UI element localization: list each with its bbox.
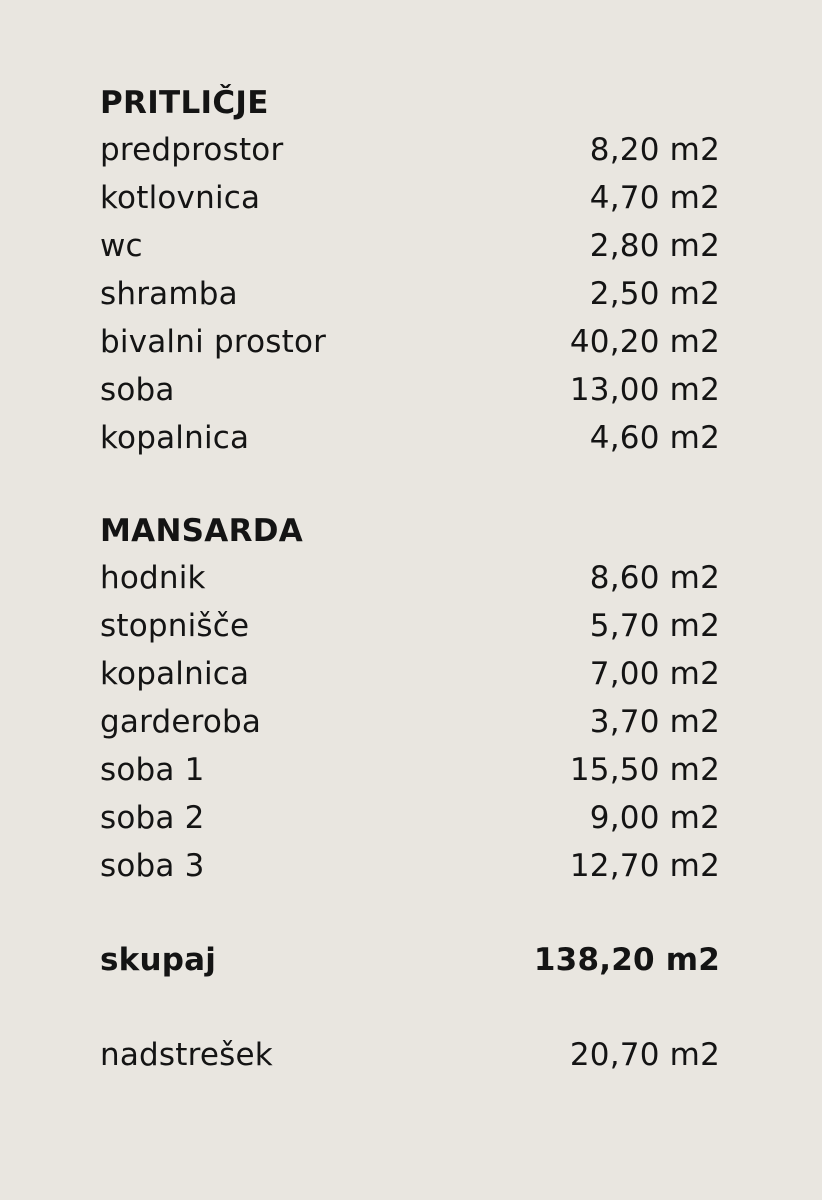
room-name: soba 2 <box>100 800 205 836</box>
room-area: 4,60 m2 <box>589 420 720 456</box>
extra-area: 20,70 m2 <box>569 1037 720 1073</box>
area-row <box>100 746 720 794</box>
room-area: 8,60 m2 <box>589 560 720 596</box>
room-area: 3,70 m2 <box>589 704 720 740</box>
room-area: 2,50 m2 <box>589 276 720 312</box>
area-row <box>100 554 720 602</box>
section-spacer <box>100 462 720 508</box>
room-area: 40,20 m2 <box>569 324 720 360</box>
room-name: hodnik <box>100 560 206 596</box>
section-title-pritlicje: PRITLIČJE <box>100 85 269 121</box>
area-row <box>100 414 720 462</box>
room-area: 8,20 m2 <box>589 132 720 168</box>
room-area: 13,00 m2 <box>569 372 720 408</box>
total-row <box>100 936 720 984</box>
area-row <box>100 222 720 270</box>
area-row <box>100 602 720 650</box>
room-name: stopnišče <box>100 608 250 644</box>
room-name: garderoba <box>100 704 262 740</box>
area-table <box>100 80 720 1079</box>
area-row <box>100 126 720 174</box>
area-row <box>100 366 720 414</box>
area-row <box>100 842 720 890</box>
room-name: wc <box>100 228 143 264</box>
room-name: kopalnica <box>100 656 250 692</box>
area-row <box>100 698 720 746</box>
room-name: kopalnica <box>100 420 250 456</box>
room-area: 15,50 m2 <box>569 752 720 788</box>
section-title-mansarda: MANSARDA <box>100 513 304 549</box>
total-area: 138,20 m2 <box>533 942 720 978</box>
total-label: skupaj <box>100 942 217 978</box>
room-name: predprostor <box>100 132 284 168</box>
section-spacer <box>100 984 720 1031</box>
room-name: soba 3 <box>100 848 205 884</box>
room-area: 7,00 m2 <box>589 656 720 692</box>
area-row <box>100 174 720 222</box>
room-area: 2,80 m2 <box>589 228 720 264</box>
room-name: soba <box>100 372 175 408</box>
area-row <box>100 794 720 842</box>
room-area: 4,70 m2 <box>589 180 720 216</box>
room-name: shramba <box>100 276 238 312</box>
area-row <box>100 270 720 318</box>
room-area: 5,70 m2 <box>589 608 720 644</box>
room-area: 12,70 m2 <box>569 848 720 884</box>
room-name: kotlovnica <box>100 180 261 216</box>
room-name: bivalni prostor <box>100 324 327 360</box>
area-row <box>100 650 720 698</box>
area-row <box>100 318 720 366</box>
extra-label: nadstrešek <box>100 1037 273 1073</box>
room-name: soba 1 <box>100 752 205 788</box>
extra-row <box>100 1031 720 1079</box>
room-area: 9,00 m2 <box>589 800 720 836</box>
section-spacer <box>100 890 720 936</box>
